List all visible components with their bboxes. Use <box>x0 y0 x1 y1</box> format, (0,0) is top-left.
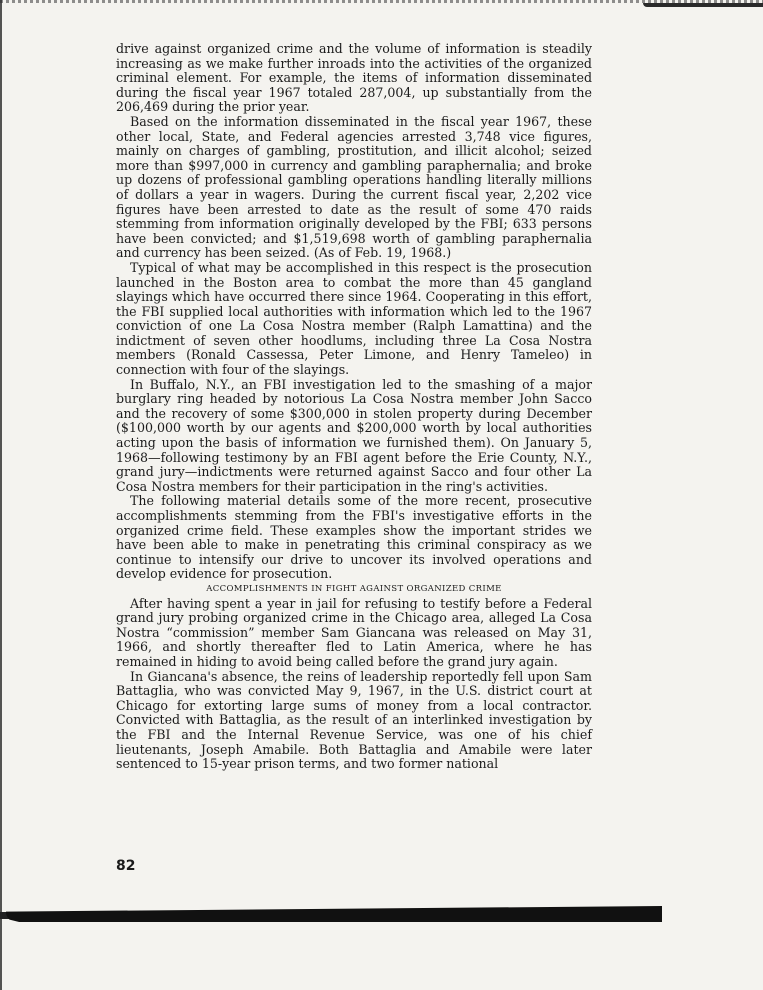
page-number: 82 <box>116 858 136 874</box>
paragraph-7: In Giancana's absence, the reins of leadership reportedly fell upon Sam Battaglia, who was convicted May 9, 1967, in the U.S. district court at Chicago for extorting large sums of money from a local contractor. Convicted with Battaglia, as the result of an interlinked investigation by the FBI and the Internal Revenue Service, was one of his chief lieutenants, Joseph Amabile. Both Battaglia and Amabile were later sentenced to 15-year prison terms, and two former national <box>116 668 592 772</box>
section-heading: ACCOMPLISHMENTS IN FIGHT AGAINST ORGANIZED CRIME <box>206 583 502 594</box>
scan-top-mark <box>643 3 763 7</box>
paragraph-6: After having spent a year in jail for refusing to testify before a Federal grand jury probing organized crime in the Chicago area, alleged La Cosa Nostra “commission” member Sam Giancana was released on May 31, 1966, and shortly thereafter fled to Latin America, where he has remained in hiding to avoid being called before the grand jury again. <box>116 595 592 669</box>
scan-bottom-bar <box>6 906 662 922</box>
paragraph-2: Based on the information disseminated in the fiscal year 1967, these other local, State, and Federal agencies arrested 3,748 vice figures, mainly on charges of gambling, prostitution, and illicit alcohol; seized more than $997,000 in currency and gambling paraphernalia; and broke up dozens of professional gambling operations handling literally millions of dollars a year in wagers. During the current fiscal year, 2,202 vice figures have been arrested to date as the result of some 470 raids stemming from information originally developed by the FBI; 633 persons have been convicted; and $1,519,698 worth of gambling paraphernalia and currency has been seized. (As of Feb. 19, 1968.) <box>116 113 592 261</box>
document-body <box>116 42 592 772</box>
paragraph-3: Typical of what may be accomplished in this respect is the prosecution launched in the Boston area to combat the more than 45 gangland slayings which have occurred there since 1964. Cooperating in this effort, the FBI supplied local authorities with information which led to the 1967 conviction of one La Cosa Nostra member (Ralph Lamattina) and the indictment of seven other hoodlums, including three La Cosa Nostra members (Ronald Cassessa, Peter Limone, and Henry Tameleo) in connection with four of the slayings. <box>116 259 592 378</box>
paragraph-5: The following material details some of the more recent, prosecutive accomplishments stemming from the FBI's investigative efforts in the organized crime field. These examples show the important strides we have been able to make in penetrating this criminal conspiracy as we continue to intensify our drive to uncover its involved operations and develop evidence for prosecution. <box>116 493 592 582</box>
scan-left-edge <box>0 0 6 990</box>
paragraph-4: In Buffalo, N.Y., an FBI investigation led to the smashing of a major burglary ring headed by notorious La Cosa Nostra member John Sacco and the recovery of some $300,000 in stolen property during December ($100,000 worth by our agents and $200,000 worth by local authorities acting upon the basis of information we furnished them). On January 5, 1968—following testimony by an FBI agent before the Erie County, N.Y., grand jury—indictments were returned against Sacco and four other La Cosa Nostra members for their participation in the ring's activities. <box>116 376 592 494</box>
paragraph-1: drive against organized crime and the volume of information is steadily increasing as we make further inroads into the activities of the organized criminal element. For example, the items of information disseminated during the fiscal year 1967 totaled 287,004, up substantially from the 206,469 during the prior year. <box>116 41 592 115</box>
